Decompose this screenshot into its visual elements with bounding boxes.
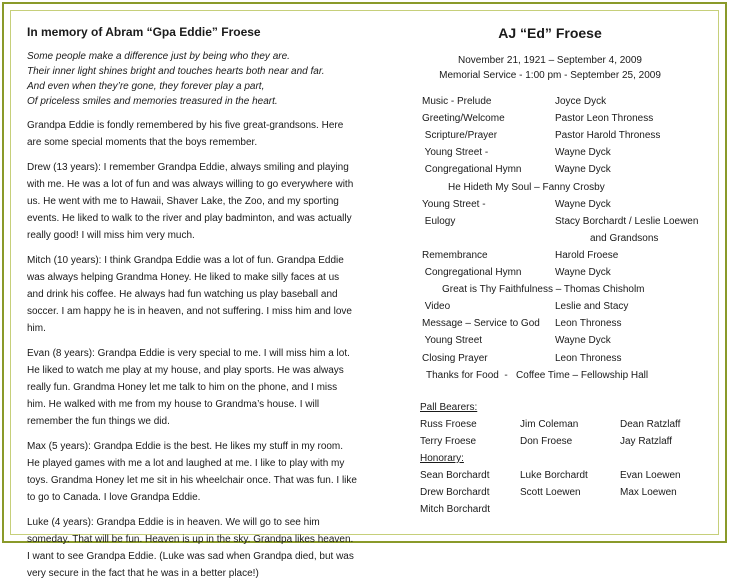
program-participant: Wayne Dyck — [555, 198, 611, 210]
person-name: Sean Borchardt — [420, 470, 490, 481]
program-item: Video — [422, 301, 451, 313]
service-dates — [390, 53, 710, 83]
person-name: Dean Ratzlaff — [620, 419, 681, 430]
intro-paragraph: Grandpa Eddie is fondly remembered by his five great-grandsons. Here are some special moments that the boys remember. — [27, 120, 344, 148]
person-name: Jay Ratzlaff — [620, 436, 673, 447]
person-name: Jim Coleman — [520, 419, 579, 430]
service-panel — [420, 25, 710, 83]
program-item: Music - Prelude — [422, 96, 492, 107]
program-participant: Joyce Dyck — [555, 96, 607, 107]
program-item: Scripture/Prayer — [422, 130, 498, 142]
memorial-heading: In memory of Abram “Gpa Eddie” Froese — [27, 25, 261, 39]
person-name: Mitch Borchardt — [420, 504, 491, 515]
pall-bearers-section — [420, 402, 720, 527]
person-name: Scott Loewen — [520, 487, 581, 498]
section-heading: Pall Bearers: — [420, 402, 478, 413]
person-name: Max Loewen — [620, 487, 677, 498]
service-time: Memorial Service - 1:00 pm - September 25, 2009 — [439, 70, 661, 81]
person-name: Don Froese — [520, 436, 573, 447]
program-item: Young Street - — [422, 147, 489, 159]
program-participant: Stacy Borchardt / Leslie Loewen — [555, 215, 699, 227]
person-name: Evan Loewen — [620, 470, 681, 481]
service-program — [422, 96, 722, 396]
program-participant: and Grandsons — [590, 232, 659, 244]
program-participant: Wayne Dyck — [555, 267, 611, 278]
lifespan: November 21, 1921 – September 4, 2009 — [457, 55, 642, 66]
tribute-paragraph: Evan (8 years): Grandpa Eddie is very special to me. I will miss him a lot. He liked to watch me play at my house, and play sports. He was always really fun. Grandma Honey let me talk to him on the phone, and I miss him. He walked with me from my house to Grandma’s house. I will remember the fun things we did. — [27, 348, 350, 427]
program-participant: Wayne Dyck — [555, 335, 611, 347]
program-item: Congregational Hymn — [422, 164, 522, 176]
program-item: Thanks for Food - Coffee Time – Fellowship Hall — [426, 369, 649, 381]
program-participant: Leon Throness — [555, 318, 622, 330]
poem-line: And even when they’re gone, they forever play a part, — [27, 81, 265, 92]
program-participant: Leslie and Stacy — [555, 301, 629, 313]
tribute-paragraph: Max (5 years): Grandpa Eddie is the best. He likes my stuff in my room. He played games with me a lot and laughed at me. I like to play with my toys. Grandma Honey let me sit in his wheelchair once. That was fun. I like to go to Canada. I love Grandpa Eddie. — [27, 441, 357, 503]
program-item: Young Street — [422, 335, 483, 347]
program-item: He Hideth My Soul – Fanny Crosby — [448, 181, 605, 193]
memorial-panel — [27, 25, 357, 582]
poem-line: Of priceless smiles and memories treasured in the heart. — [27, 96, 278, 107]
person-name: Luke Borchardt — [520, 470, 588, 481]
program-item: Closing Prayer — [422, 352, 488, 364]
program-participant: Leon Throness — [555, 352, 622, 364]
program-item: Greeting/Welcome — [422, 113, 505, 125]
program-participant: Pastor Harold Throness — [555, 130, 661, 142]
program-item: Young Street - — [422, 198, 486, 210]
person-name: Terry Froese — [420, 436, 477, 447]
poem-line: Some people make a difference just by being who they are. — [27, 51, 290, 62]
tribute-paragraph: Mitch (10 years): I think Grandpa Eddie was a lot of fun. Grandpa Eddie was always helping Grandma Honey. He liked to make silly faces at us and drink his coffee. He always had fun watching us play baseball and soccer. I am happy he is in heaven, and not suffering. I miss him and love him. — [27, 255, 352, 334]
program-item: Remembrance — [422, 249, 488, 261]
person-name: Russ Froese — [420, 419, 477, 430]
tribute-paragraph: Drew (13 years): I remember Grandpa Eddie, always smiling and playing with me. He was a lot of fun and was always willing to go everywhere with us. He went with me to Hawaii, Shaver Lake, the Zoo, and my sporting events. He liked to walk to the river and play badminton, and was actually really good! I will miss him very much. — [27, 162, 354, 241]
program-participant: Pastor Leon Throness — [555, 113, 654, 125]
program-participant: Wayne Dyck — [555, 147, 611, 159]
program-participant: Harold Froese — [555, 249, 619, 261]
poem-line: Their inner light shines bright and touches hearts both near and far. — [27, 66, 325, 77]
program-participant: Wayne Dyck — [555, 164, 611, 176]
service-title: AJ “Ed” Froese — [498, 25, 602, 41]
program-item: Congregational Hymn — [422, 267, 522, 278]
poem — [27, 49, 357, 109]
person-name: Drew Borchardt — [420, 487, 490, 498]
program-item: Eulogy — [422, 215, 456, 227]
section-heading: Honorary: — [420, 453, 464, 464]
program-item: Great is Thy Faithfulness – Thomas Chisholm — [442, 284, 645, 296]
tribute-paragraph: Luke (4 years): Grandpa Eddie is in heaven. We will go to see him someday. That will be fun. Heaven is up in the sky. Grandpa likes heaven. I want to see Grandpa Eddie. (Luke was sad when Grandpa died, but was very secure in the fact that he was in a better place!) — [27, 517, 354, 579]
program-item: Message – Service to God — [422, 318, 540, 330]
